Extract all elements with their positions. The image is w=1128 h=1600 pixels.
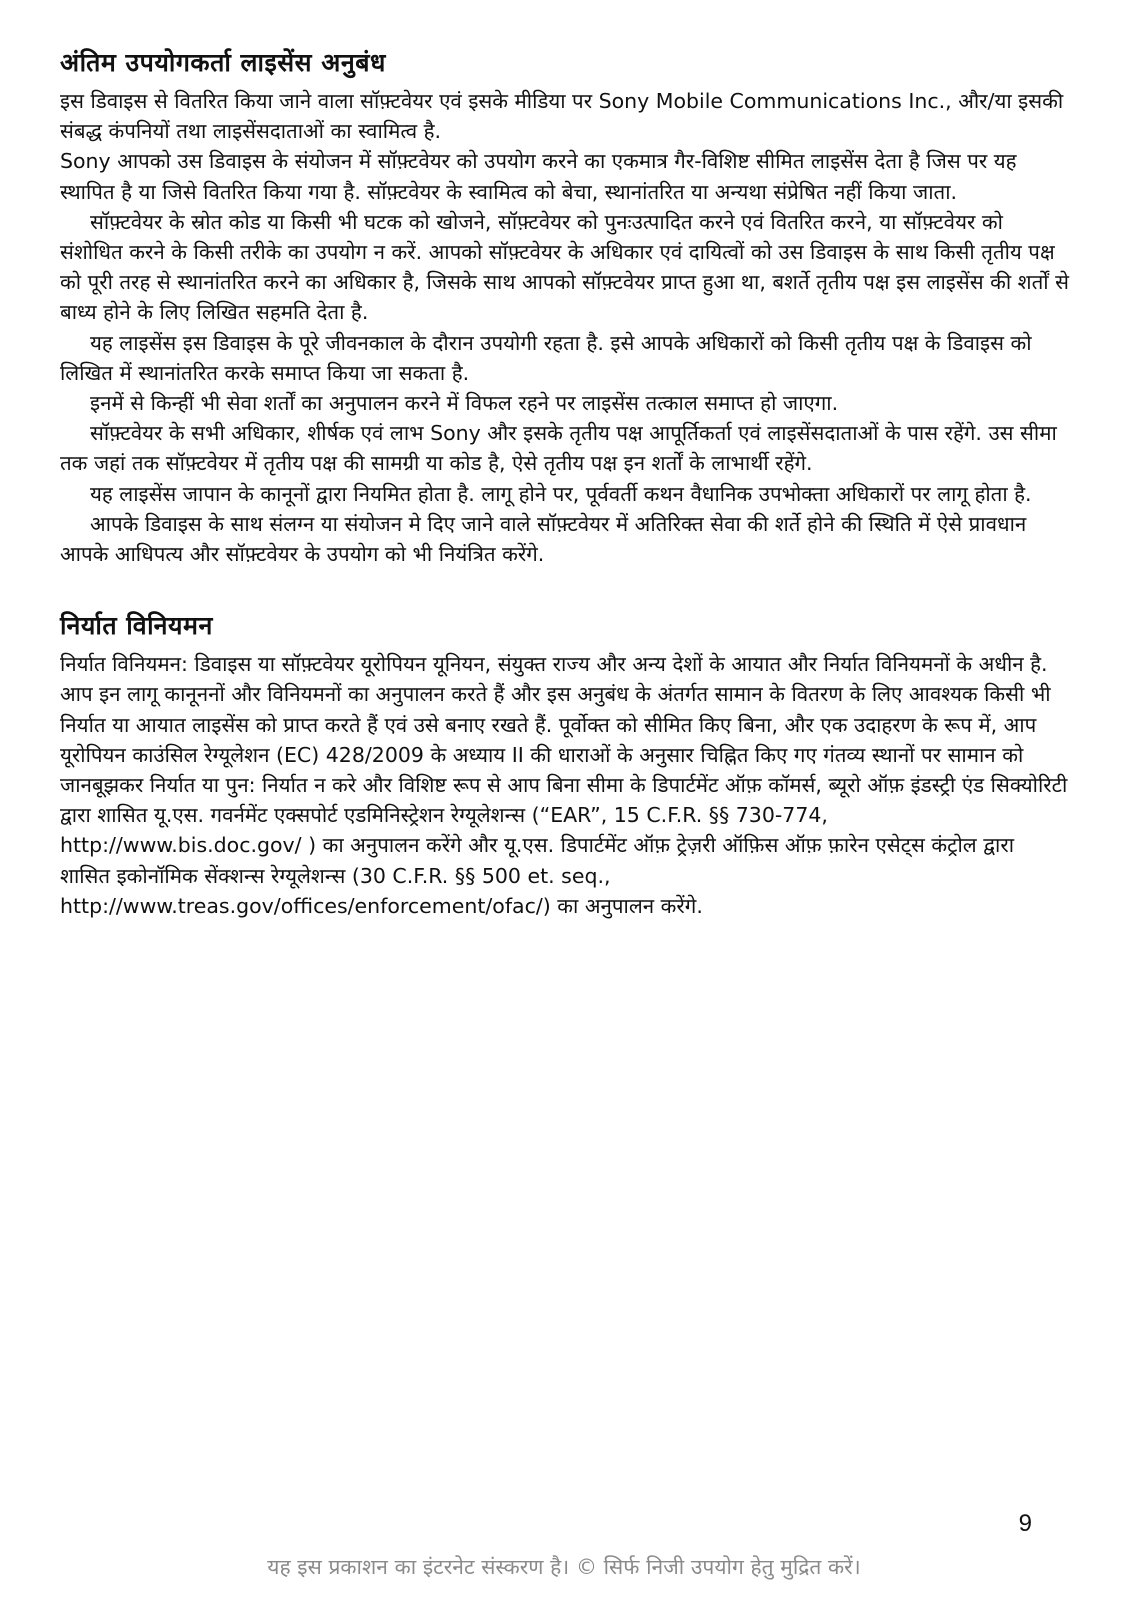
footer-notice: यह इस प्रकाशन का इंटरनेट संस्करण है। © सिर्फ निजी उपयोग हेतु मुद्रित करें। [267, 1555, 861, 1579]
eula-paragraph-2: Sony आपको उस डिवाइस के संयोजन में सॉफ़्टवेयर को उपयोग करने का एकमात्र गैर-विशिष्ट सीमित लाइसेंस देता है जिस पर यह स्थापित है या जिसे वितरित किया गया है. सॉफ़्टवेयर के स्वामित्व को बेचा, स्थानांतरित या अन्यथा संप्रेषित नहीं किया जाता. [60, 149, 1017, 204]
eula-paragraph-4: यह लाइसेंस इस डिवाइस के पूरे जीवनकाल के दौरान उपयोगी रहता है. इसे आपके अधिकारों को किसी तृतीय पक्ष के डिवाइस को लिखित में स्थानांतरित करके समाप्त किया जा सकता है. [60, 330, 1032, 385]
eula-paragraph-3: सॉफ़्टवेयर के स्रोत कोड या किसी भी घटक को खोजने, सॉफ़्टवेयर को पुनःउत्पादित करने एवं वितरित करने, या सॉफ़्टवेयर को संशोधित करने के किसी तरीके का उपयोग न करें. आपको सॉफ़्टवेयर के अधिकार एवं दायित्वों को उस डिवाइस के साथ किसी तृतीय पक्ष को पूरी तरह से स्थानांतरित करने का अधिकार है, जिसके साथ आपको सॉफ़्टवेयर प्राप्त हुआ था, बशर्ते तृतीय पक्ष इस लाइसेंस की शर्तों से बाध्य होने के लिए लिखित सहमति देता है. [60, 209, 1069, 325]
eula-paragraph-8: आपके डिवाइस के साथ संलग्न या संयोजन मे दिए जाने वाले सॉफ़्टवेयर में अतिरिक्त सेवा की शर्ते होने की स्थिति में ऐसे प्रावधान आपके आधिपत्य और सॉफ़्टवेयर के उपयोग को भी नियंत्रित करेंगे. [60, 511, 1027, 567]
document-body [60, 46, 1070, 921]
eula-paragraph-7: यह लाइसेंस जापान के कानूनों द्वारा नियमित होता है. लागू होने पर, पूर्ववर्ती कथन वैधानिक उपभोक्ता अधिकारों पर लागू होता है. [90, 481, 1032, 506]
eula-paragraph-1: इस डिवाइस से वितरित किया जाने वाला सॉफ़्टवेयर एवं इसके मीडिया पर Sony Mobile Communications Inc., और/या इसकी संबद्ध कंपनियों तथा लाइसेंसदाताओं का स्वामित्व है. [60, 89, 1064, 144]
eula-paragraph-6: सॉफ़्टवेयर के सभी अधिकार, शीर्षक एवं लाभ Sony और इसके तृतीय पक्ष आपूर्तिकर्ता एवं लाइसेंसदाताओं के पास रहेंगे. उस सीमा तक जहां तक सॉफ़्टवेयर में तृतीय पक्ष की सामग्री या कोड है, ऐसे तृतीय पक्ष इन शर्तों के लाभार्थी रहेंगे. [60, 421, 1057, 476]
section-heading-export: निर्यात विनियमन [60, 611, 213, 641]
export-paragraph-1: निर्यात विनियमन: डिवाइस या सॉफ़्टवेयर यूरोपियन यूनियन, संयुक्त राज्य और अन्य देशों के आयात और निर्यात विनियमनों के अधीन है. आप इन लागू कानूननों और विनियमनों का अनुपालन करते हैं और इस अनुबंध के अंतर्गत सामान के वितरण के लिए आवश्यक किसी भी निर्यात या आयात लाइसेंस को प्राप्त करते हैं एवं उसे बनाए रखते हैं. पूर्वोक्त को सीमित किए बिना, और एक उदाहरण के रूप में, आप यूरोपियन काउंसिल रेग्यूलेशन (EC) 428/2009 के अध्याय II की धाराओं के अनुसार चिह्नित किए गए गंतव्य स्थानों पर सामान को जानबूझकर निर्यात या पुन: निर्यात न करे और विशिष्ट रूप से आप बिना सीमा के डिपार्टमेंट ऑफ़ कॉमर्स, ब्यूरो ऑफ़ इंडस्ट्री एंड सिक्योरिटी द्वारा शासित यू.एस. गवर्नमेंट एक्सपोर्ट एडमिनिस्ट्रेशन रेग्यूलेशन्स (“EAR”, 15 C.F.R. §§ 730-774, http://www.bis.doc.gov/ ) का अनुपालन करेंगे और यू.एस. डिपार्टमेंट ऑफ़ ट्रेज़री ऑफ़िस ऑफ़ फ़ारेन एसेट्स कंट्रोल द्वारा शासित इकोनॉमिक सेंक्शन्स रेग्यूलेशन्स (30 C.F.R. §§ 500 et. seq., http://www.treas.gov/offices/enforcement/ofac/) का अनुपालन करेंगे. [60, 652, 1068, 918]
section-spacer [60, 569, 1070, 609]
eula-paragraph-5: इनमें से किन्हीं भी सेवा शर्तों का अनुपालन करने में विफल रहने पर लाइसेंस तत्काल समाप्त हो जाएगा. [90, 391, 839, 416]
page-number: 9 [1018, 1510, 1032, 1537]
section-heading-eula: अंतिम उपयोगकर्ता लाइसेंस अनुबंध [60, 48, 386, 77]
